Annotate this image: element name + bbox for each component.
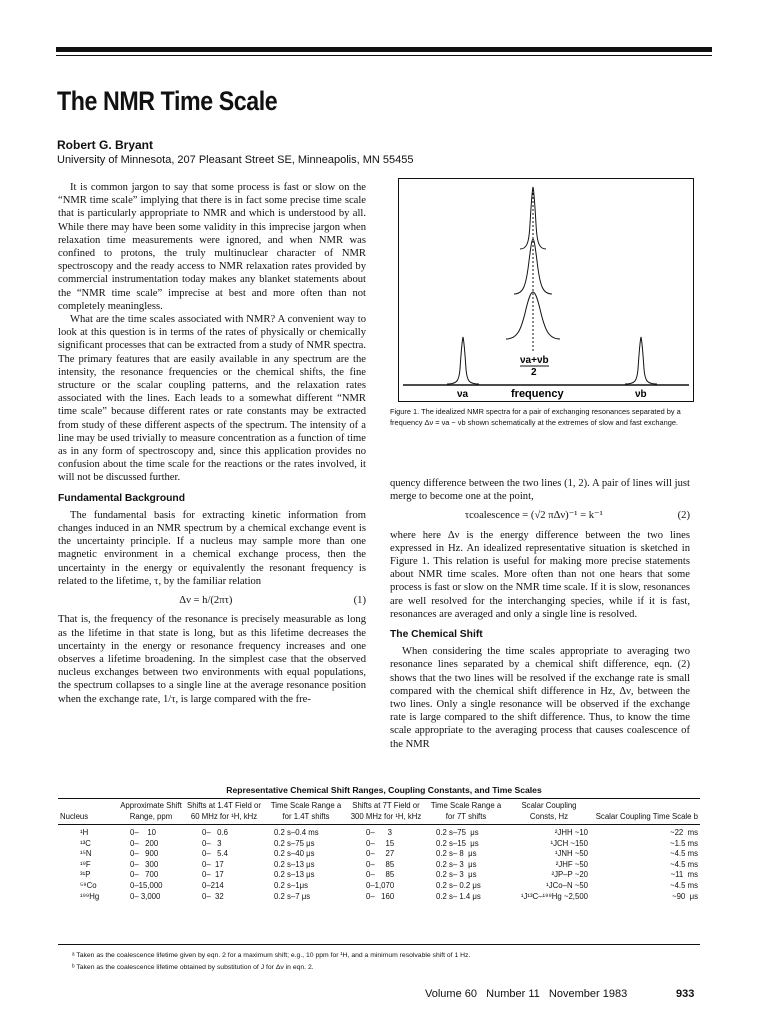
table-cell: ¹J¹³C–¹⁹⁹Hg ~2,500 <box>520 891 588 901</box>
table-cell: 0.2 s–13 μs <box>274 870 315 880</box>
table-body <box>58 825 700 906</box>
nmr-spectra-diagram <box>399 179 693 401</box>
col-header: Scalar Coupling Time Scale b <box>590 801 700 825</box>
table-cell: ¹JCH ~150 <box>550 838 588 848</box>
table-row <box>58 892 700 906</box>
table-cell: 0.2 s–75 μs <box>436 828 479 837</box>
table-cell: 0.2 s–7 μs <box>274 891 311 901</box>
paragraph: It is common jargon to say that some process is fast or slow on the “NMR time scale” implying that there is in fact some precise time scale that is particularly appropriate to NMR and which is understood by all. While there may have been some validity in this imprecise jargon when relaxation time measurements were ignored, and when NMR was confined to protons, the truly multinuclear character of NMR spectroscopy and the ready access to NMR relaxation rates provided by commercial instrumentation today makes any blanket statements about the “NMR time scale” imprecise at best and more often than not completely meaningless. <box>58 182 366 312</box>
equation-1 <box>58 594 366 607</box>
table-bottom-rule <box>58 944 700 945</box>
table-cell: 0– 15 <box>366 838 395 848</box>
paragraph: The fundamental basis for extracting kinetic information from changes induced in an NMR spectrum by a chemical exchange event is the uncertainty principle. If a nucleus may sample more than one magnetic environment in a chemical exchange process, then the uncertainty in the energy or equivalently the resonant frequency is related to the lifetime, τ, by the familiar relation <box>58 509 366 587</box>
paragraph: quency difference between the two lines (1, 2). A pair of lines will just merge to become one at the point, <box>390 478 690 503</box>
table-cell: 0–214 <box>202 880 224 890</box>
table-cell: 0– 17 <box>202 859 224 869</box>
label-frequency-axis: frequency <box>511 388 564 400</box>
table-cell: 0– 85 <box>366 859 395 869</box>
section-heading: Fundamental Background <box>58 492 186 504</box>
right-column <box>390 477 690 751</box>
table-cell: ³¹P <box>80 870 91 880</box>
table-cell: ~4.5 ms <box>670 859 698 869</box>
table-cell: 0– 27 <box>366 849 395 859</box>
section-heading: The Chemical Shift <box>390 629 483 641</box>
col-header: Nucleus <box>58 801 118 825</box>
equation-text: Δν = h/(2πτ) <box>179 595 233 607</box>
slow-exchange-peak-a <box>447 337 479 384</box>
table-cell: 0.2 s–40 μs <box>274 849 315 859</box>
table-cell: ¹JCo–N ~50 <box>546 880 588 890</box>
table-cell: 0– 300 <box>130 859 159 869</box>
table-cell: ~4.5 ms <box>670 880 698 890</box>
table-cell: 0– 3 <box>366 828 393 837</box>
label-average-denominator: 2 <box>531 367 537 378</box>
table-cell: ~4.5 ms <box>670 849 698 859</box>
left-column <box>58 181 366 706</box>
paragraph: When considering the time scales appropriate to averaging two resonance lines separated by a chemical shift difference, eqn. (2) shows that the two lines will be resolved if the exchange rate is small compared with the chemical shift difference in Hz, Δν, between the two lines. Only a single resonance will be observed if the exchange rate is large compared to the shift difference. Thus, to know the time scale appropriate to the averaging process that causes coalescence of the NMR <box>390 646 690 750</box>
table-row <box>58 870 700 881</box>
equation-number: (1) <box>353 595 366 607</box>
table-cell: 0– 200 <box>130 838 159 848</box>
header-rule-thin <box>56 55 712 56</box>
label-nu-b: νb <box>635 389 647 400</box>
table-top-rule <box>58 798 700 799</box>
table-row <box>58 825 700 839</box>
table-cell: 0–15,000 <box>130 880 163 890</box>
table-cell: ¹⁵N <box>80 849 92 859</box>
table-cell: ~22 ms <box>670 828 698 837</box>
data-table <box>58 801 700 905</box>
table-cell: 0– 160 <box>366 891 395 901</box>
figure-caption: Figure 1. The idealized NMR spectra for a pair of exchanging resonances separated by a frequency Δν = νa − νb shown schematically at the extremes of slow and fast exchange. <box>390 407 681 427</box>
table-title: Representative Chemical Shift Ranges, Coupling Constants, and Time Scales <box>226 785 542 795</box>
article-title: The NMR Time Scale <box>57 86 278 116</box>
col-header: Approximate Shift Range, ppm <box>118 801 184 825</box>
table-cell: 0– 3,000 <box>130 891 161 901</box>
table-cell: ²JHF ~50 <box>555 859 588 869</box>
table-cell: ²JHH ~10 <box>554 828 588 837</box>
table-cell: 0.2 s–15 μs <box>436 838 479 848</box>
table-row <box>58 839 700 850</box>
label-average-frequency: νa+νb <box>520 355 549 366</box>
table-cell: 0.2 s–13 μs <box>274 859 315 869</box>
table-cell: ~1.5 ms <box>670 838 698 848</box>
figure-1 <box>398 178 694 402</box>
intermediate-exchange-peak <box>506 292 560 339</box>
table-cell: 0–1,070 <box>366 880 395 890</box>
paragraph: What are the time scales associated with NMR? A convenient way to look at this question is in terms of the rates of physically or chemically significant processes that can be extracted from a study of NMR spectra. The primary features that are easily available in any spectrum are the intensity, the resonance frequencies or the chemical shifts, the fine structure or the scalar coupling patterns, and the relaxation rates associated with the lines. Each leads to a somewhat different “NMR time scale” because different rates or rate constants may be extracted from study of these different aspects of the spectrum. The intensity of a line may be used trivially to measure concentration as a function of time as in any form of spectroscopy and, since this application provides no confusion about the time scale for the reactions or the rates involved, it will not be discussed further. <box>58 314 366 484</box>
table-cell: 0.2 s–75 μs <box>274 838 315 848</box>
table-cell: 0– 0.6 <box>202 828 229 837</box>
col-header: Scalar Coupling Consts, Hz <box>508 801 590 825</box>
table-cell: ~90 μs <box>672 891 698 901</box>
table-cell: 0– 32 <box>202 891 224 901</box>
table-cell: ¹⁹F <box>80 859 91 869</box>
table-cell: ¹H <box>80 828 89 837</box>
table-cell: 0– 5.4 <box>202 849 229 859</box>
slow-exchange-peak-b <box>625 337 657 384</box>
table-footnote-a: ᵃ Taken as the coalescence lifetime given by eqn. 2 for a maximum shift; e.g., 10 ppm for ¹H, and a minimum resolvable shift of 1 Hz. <box>72 952 471 959</box>
table-cell: 0.2 s– 1.4 μs <box>436 891 481 901</box>
table-footnote-b: ᵇ Taken as the coalescence lifetime obtained by substitution of J for Δν in eqn. 2. <box>72 964 314 971</box>
table-cell: 0– 3 <box>202 838 222 848</box>
table-row <box>58 860 700 871</box>
table-cell: 0.2 s– 3 μs <box>436 870 477 880</box>
table-cell: 0– 900 <box>130 849 159 859</box>
table-cell: ¹³C <box>80 838 91 848</box>
header-rule-thick <box>56 47 712 52</box>
table-row <box>58 849 700 860</box>
journal-issue: Volume 60 Number 11 November 1983 <box>425 988 628 1000</box>
table-cell: ¹⁹⁹Hg <box>80 891 100 901</box>
table-cell: 0– 17 <box>202 870 224 880</box>
table-header-row <box>58 801 700 825</box>
author-name: Robert G. Bryant <box>57 138 154 152</box>
table-cell: 0– 85 <box>366 870 395 880</box>
author-affiliation: University of Minnesota, 207 Pleasant Street SE, Minneapolis, MN 55455 <box>57 154 414 166</box>
table-cell: 0.2 s–0.4 ms <box>274 828 319 837</box>
table-cell: 0.2 s– 8 μs <box>436 849 477 859</box>
table-cell: 0.2 s–1μs <box>274 880 308 890</box>
equation-number: (2) <box>677 510 690 522</box>
paragraph: where here Δν is the energy difference between the two lines expressed in Hz. An idealized representative situation is sketched in Figure 1. This relation is useful for making more precise statements about NMR time scales. More often than not one hears that some process is fast or slow on the NMR time scale. If it is slow, resonances are well resolved for the interchanging species, while if it is fast, resonances are averaged and only a single line is resolved. <box>390 529 690 620</box>
table-cell: ¹JNH ~50 <box>554 849 588 859</box>
equation-text: τcoalescence = (√2 πΔν)⁻¹ = k⁻¹ <box>464 510 603 522</box>
table-cell: 0.2 s– 0.2 μs <box>436 880 481 890</box>
table-cell: 0– 700 <box>130 870 159 880</box>
label-nu-a: νa <box>457 389 469 400</box>
page-number: 933 <box>676 988 695 1000</box>
col-header: Shifts at 1.4T Field or 60 MHz for ¹H, kHz <box>184 801 264 825</box>
table-cell: 0.2 s– 3 μs <box>436 859 477 869</box>
table-cell: ²JP–P ~20 <box>551 870 588 880</box>
paragraph: That is, the frequency of the resonance is precisely measurable as long as the lifetime in that state is long, but as this lifetime decreases the uncertainty in the energy or resonance frequency increases and one observes a lifetime broadening. In the simplest case that the observed nucleus exchanges between two environments with equal populations, the spectrum collapses to a single line at the average resonance position when the exchange rate, 1/τ, is large compared with the fre- <box>58 614 366 705</box>
col-header: Time Scale Range a for 7T shifts <box>424 801 508 825</box>
table-cell: ~11 ms <box>670 870 698 880</box>
table-cell: 0– 10 <box>130 828 157 837</box>
col-header: Shifts at 7T Field or 300 MHz for ¹H, kHz <box>348 801 424 825</box>
equation-2 <box>390 509 690 522</box>
col-header: Time Scale Range a for 1.4T shifts <box>264 801 348 825</box>
table-row <box>58 881 700 892</box>
table-cell: ⁵⁹Co <box>80 880 97 890</box>
